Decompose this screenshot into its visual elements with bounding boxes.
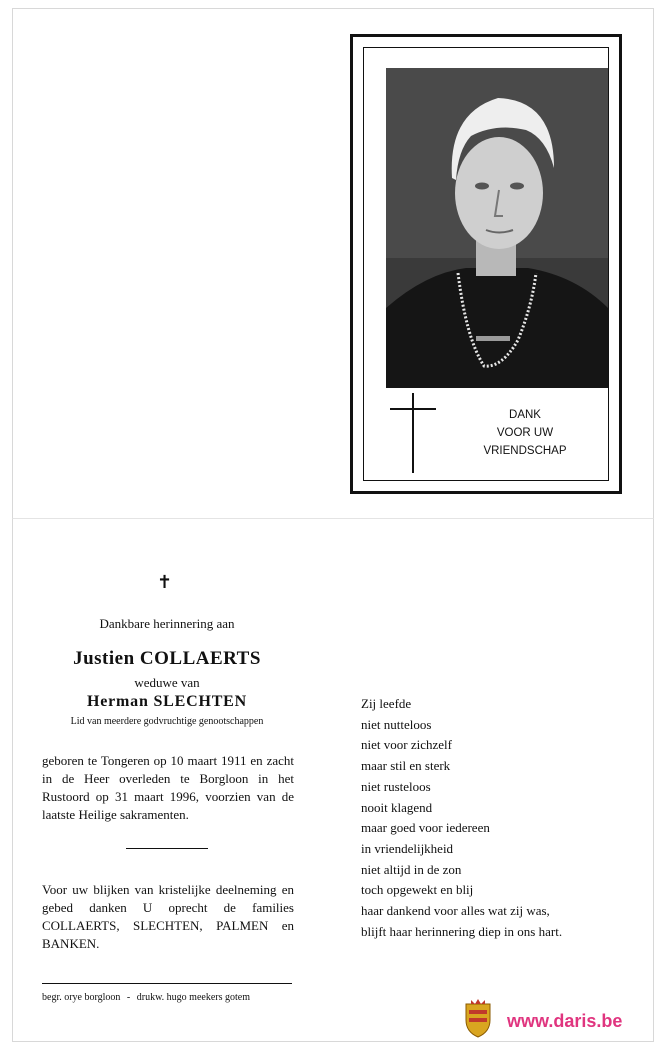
thanks-line: DANK — [509, 409, 541, 421]
husband-name — [42, 693, 292, 711]
divider — [126, 848, 208, 849]
printer-footer — [42, 992, 306, 1003]
daris-url-link[interactable]: www.daris.be — [507, 1011, 623, 1031]
cross-icon — [390, 391, 436, 475]
poem-line: nooit klagend — [361, 799, 433, 815]
poem-line: blijft haar herinnering diep in ons hart. — [361, 923, 563, 939]
poem-line: haar dankend voor alles wat zij was, — [361, 903, 550, 919]
poem-line: niet rusteloos — [361, 778, 431, 794]
poem-line: niet voor zichzelf — [361, 737, 452, 753]
poem-line: toch opgewekt en blij — [361, 882, 474, 898]
thanks-line: VOOR UW — [496, 427, 554, 439]
footer-divider — [42, 983, 292, 984]
husband-first-name: Herman — [86, 693, 149, 710]
poem-line: niet altijd in de zon — [361, 861, 462, 877]
intro-text: Dankbare herinnering aan — [99, 616, 235, 631]
daris-crest-icon — [463, 998, 493, 1038]
deceased-name — [42, 648, 292, 670]
deceased-first-name: Justien — [73, 648, 135, 669]
acknowledgement-paragraph: Voor uw blijken van kristelijke deelneming en gebed danken U oprecht de families COLLAERTS, SLECHTEN, PALMEN en BANKEN. — [42, 882, 294, 951]
widow-of-text: weduwe van — [134, 675, 200, 690]
poem-line: Zij leefde — [361, 696, 412, 711]
portrait-photo — [386, 68, 608, 388]
footer-printer: drukw. hugo meekers gotem — [136, 992, 250, 1003]
footer-separator: - — [126, 992, 131, 1003]
poem-line: maar goed voor iedereen — [361, 820, 490, 836]
membership-text: Lid van meerdere godvruchtige genootschappen — [70, 716, 264, 727]
poem — [361, 694, 562, 942]
thanks-text — [450, 406, 600, 460]
footer-undertaker: begr. orye borgloon — [42, 992, 121, 1003]
biography-paragraph: geboren te Tongeren op 10 maart 1911 en zacht in de Heer overleden te Borgloon in het Rustoord op 31 maart 1996, voorzien van de laatste Heilige sakramenten. — [42, 753, 294, 822]
poem-line: in vriendelijkheid — [361, 840, 454, 856]
portrait-illustration — [386, 68, 608, 388]
deceased-last-name: COLLAERTS — [139, 648, 261, 669]
thanks-line: VRIENDSCHAP — [483, 445, 567, 457]
poem-line: niet nutteloos — [361, 716, 432, 732]
memorial-frame — [350, 34, 622, 494]
memorial-inner-frame — [363, 47, 609, 481]
husband-last-name: SLECHTEN — [153, 693, 248, 710]
poem-line: maar stil en sterk — [361, 758, 451, 774]
small-cross-icon: ✝ — [157, 572, 173, 592]
